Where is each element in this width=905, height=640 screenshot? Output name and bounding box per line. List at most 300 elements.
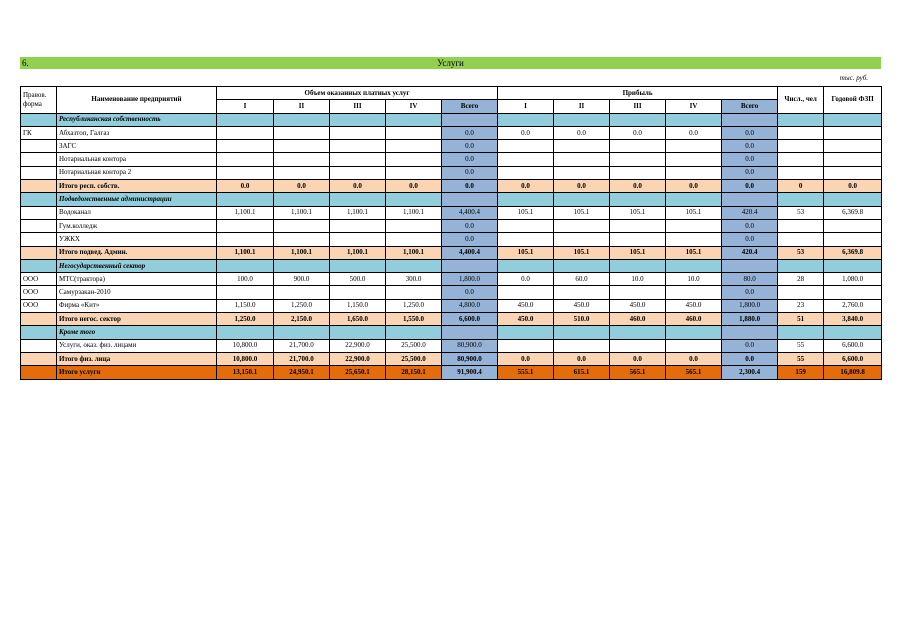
staff-cell: 55 bbox=[778, 339, 824, 352]
table-row bbox=[21, 206, 882, 219]
fzp-cell: 6,369.8 bbox=[824, 246, 882, 259]
volume-cell bbox=[217, 126, 274, 139]
empty-cell bbox=[217, 113, 274, 126]
profit-cell: 565.1 bbox=[610, 366, 666, 379]
profit-cell: 615.1 bbox=[554, 366, 610, 379]
vol-q1-header: I bbox=[217, 100, 274, 113]
profit-q4-header: IV bbox=[666, 100, 722, 113]
volume-cell: 1,100.1 bbox=[217, 206, 274, 219]
fzp-cell bbox=[824, 126, 882, 139]
row-name: Самурзакан-2010 bbox=[57, 286, 217, 299]
profit-cell: 10.0 bbox=[666, 273, 722, 286]
empty-cell bbox=[554, 113, 610, 126]
units-label: тыс. руб. bbox=[839, 74, 868, 82]
profit-cell: 0.0 bbox=[554, 126, 610, 139]
volume-cell: 10,800.0 bbox=[217, 339, 274, 352]
volume-cell bbox=[330, 219, 386, 232]
profit-cell bbox=[554, 140, 610, 153]
table-row bbox=[21, 153, 882, 166]
empty-cell bbox=[824, 326, 882, 339]
profit-cell: 10.0 bbox=[610, 273, 666, 286]
profit-cell bbox=[554, 286, 610, 299]
row-name: Водоканал bbox=[57, 206, 217, 219]
volume-total-cell: 0.0 bbox=[442, 286, 498, 299]
empty-cell bbox=[666, 326, 722, 339]
fzp-cell bbox=[824, 286, 882, 299]
empty-cell bbox=[330, 193, 386, 206]
volume-cell: 1,100.1 bbox=[386, 246, 442, 259]
staff-cell bbox=[778, 286, 824, 299]
profit-cell bbox=[610, 339, 666, 352]
profit-total-cell: 0.0 bbox=[722, 233, 778, 246]
vol-total-header: Всего bbox=[442, 100, 498, 113]
fzp-cell: 3,840.0 bbox=[824, 313, 882, 326]
volume-cell bbox=[386, 153, 442, 166]
profit-q3-header: III bbox=[610, 100, 666, 113]
profit-total-cell: 2,300.4 bbox=[722, 366, 778, 379]
fzp-cell: 6,600.0 bbox=[824, 339, 882, 352]
empty-cell bbox=[330, 259, 386, 272]
form-cell bbox=[21, 113, 57, 126]
table-row bbox=[21, 286, 882, 299]
volume-cell bbox=[217, 233, 274, 246]
table-row bbox=[21, 166, 882, 179]
subtotal-row bbox=[21, 246, 882, 259]
staff-cell bbox=[778, 153, 824, 166]
volume-cell bbox=[217, 286, 274, 299]
profit-cell bbox=[498, 286, 554, 299]
form-cell bbox=[21, 166, 57, 179]
profit-cell: 0.0 bbox=[498, 180, 554, 193]
profit-cell bbox=[498, 153, 554, 166]
staff-cell bbox=[778, 126, 824, 139]
profit-cell bbox=[554, 339, 610, 352]
empty-cell bbox=[386, 326, 442, 339]
volume-total-cell: 91,900.4 bbox=[442, 366, 498, 379]
fzp-cell: 2,760.0 bbox=[824, 299, 882, 312]
profit-cell: 105.1 bbox=[498, 246, 554, 259]
profit-total-cell: 0.0 bbox=[722, 166, 778, 179]
profit-cell: 0.0 bbox=[554, 352, 610, 365]
profit-cell: 0.0 bbox=[610, 126, 666, 139]
profit-cell bbox=[666, 166, 722, 179]
empty-cell bbox=[824, 193, 882, 206]
volume-cell: 1,250.0 bbox=[386, 299, 442, 312]
empty-cell bbox=[666, 193, 722, 206]
form-cell: ООО bbox=[21, 286, 57, 299]
volume-total-cell: 4,800.0 bbox=[442, 299, 498, 312]
volume-total-cell: 80,900.0 bbox=[442, 352, 498, 365]
section-name: Негосударственный сектор bbox=[57, 259, 217, 272]
profit-total-cell: 0.0 bbox=[722, 126, 778, 139]
empty-cell bbox=[274, 113, 330, 126]
empty-cell bbox=[217, 193, 274, 206]
empty-cell bbox=[554, 259, 610, 272]
volume-cell: 1,250.0 bbox=[217, 313, 274, 326]
empty-cell bbox=[274, 193, 330, 206]
volume-total-cell: 0.0 bbox=[442, 219, 498, 232]
volume-total-cell: 0.0 bbox=[442, 153, 498, 166]
empty-cell bbox=[778, 193, 824, 206]
staff-cell: 55 bbox=[778, 352, 824, 365]
empty-cell bbox=[610, 326, 666, 339]
profit-cell bbox=[554, 219, 610, 232]
profit-cell: 0.0 bbox=[498, 352, 554, 365]
form-cell bbox=[21, 180, 57, 193]
profit-cell: 450.0 bbox=[498, 313, 554, 326]
volume-cell: 100.0 bbox=[217, 273, 274, 286]
col-profit-header: Прибыль bbox=[498, 87, 778, 100]
profit-cell: 60.0 bbox=[554, 273, 610, 286]
profit-total-cell: 0.0 bbox=[722, 339, 778, 352]
profit-cell bbox=[498, 339, 554, 352]
volume-cell: 1,100.1 bbox=[274, 246, 330, 259]
volume-cell bbox=[386, 166, 442, 179]
row-name: Фирма «Кит» bbox=[57, 299, 217, 312]
profit-cell: 450.0 bbox=[554, 299, 610, 312]
subtotal-row bbox=[21, 313, 882, 326]
profit-cell bbox=[666, 140, 722, 153]
table-row bbox=[21, 299, 882, 312]
fzp-cell: 16,809.8 bbox=[824, 366, 882, 379]
col-volume-header: Объем оказанных платных услуг bbox=[217, 87, 498, 100]
form-cell bbox=[21, 246, 57, 259]
profit-cell bbox=[498, 219, 554, 232]
row-name: Нотариальная контора 2 bbox=[57, 166, 217, 179]
volume-cell: 1,100.1 bbox=[330, 246, 386, 259]
empty-cell bbox=[778, 326, 824, 339]
volume-cell: 1,100.1 bbox=[217, 246, 274, 259]
profit-cell: 0.0 bbox=[498, 126, 554, 139]
profit-total-cell: 0.0 bbox=[722, 219, 778, 232]
empty-cell bbox=[778, 113, 824, 126]
profit-cell: 0.0 bbox=[666, 180, 722, 193]
profit-cell bbox=[610, 286, 666, 299]
empty-cell bbox=[722, 113, 778, 126]
profit-cell: 510.0 bbox=[554, 313, 610, 326]
profit-cell bbox=[666, 286, 722, 299]
volume-cell bbox=[217, 153, 274, 166]
profit-cell: 450.0 bbox=[610, 299, 666, 312]
services-table bbox=[20, 86, 882, 380]
volume-cell: 500.0 bbox=[330, 273, 386, 286]
volume-cell: 1,100.1 bbox=[330, 206, 386, 219]
table-row bbox=[21, 233, 882, 246]
form-cell: ГК bbox=[21, 126, 57, 139]
fzp-cell: 6,600.0 bbox=[824, 352, 882, 365]
staff-cell bbox=[778, 166, 824, 179]
profit-cell bbox=[666, 233, 722, 246]
profit-cell bbox=[666, 219, 722, 232]
col-name-header: Наименование предприятий bbox=[57, 87, 217, 114]
empty-cell bbox=[722, 193, 778, 206]
profit-cell bbox=[610, 153, 666, 166]
fzp-cell: 6,369.8 bbox=[824, 206, 882, 219]
volume-cell: 1,150.0 bbox=[217, 299, 274, 312]
volume-cell: 21,700.0 bbox=[274, 339, 330, 352]
empty-cell bbox=[442, 326, 498, 339]
volume-cell bbox=[274, 140, 330, 153]
form-cell: ООО bbox=[21, 273, 57, 286]
fzp-cell: 1,080.0 bbox=[824, 273, 882, 286]
volume-cell bbox=[386, 140, 442, 153]
volume-cell: 24,950.1 bbox=[274, 366, 330, 379]
profit-cell: 450.0 bbox=[666, 299, 722, 312]
col-staff-header: Числ., чел bbox=[778, 87, 824, 114]
profit-total-cell: 0.0 bbox=[722, 286, 778, 299]
section-title-bar bbox=[20, 57, 881, 69]
empty-cell bbox=[498, 259, 554, 272]
empty-cell bbox=[498, 193, 554, 206]
empty-cell bbox=[217, 259, 274, 272]
col-fzp-header: Годовой ФЗП bbox=[824, 87, 882, 114]
grand-total-row bbox=[21, 366, 882, 379]
empty-cell bbox=[610, 259, 666, 272]
profit-cell: 0.0 bbox=[610, 180, 666, 193]
volume-cell: 0.0 bbox=[386, 180, 442, 193]
volume-cell bbox=[330, 233, 386, 246]
profit-total-cell: 0.0 bbox=[722, 352, 778, 365]
volume-cell: 22,900.0 bbox=[330, 352, 386, 365]
profit-total-cell: 1,880.0 bbox=[722, 313, 778, 326]
profit-cell: 555.1 bbox=[498, 366, 554, 379]
empty-cell bbox=[386, 259, 442, 272]
fzp-cell: 0.0 bbox=[824, 180, 882, 193]
volume-cell bbox=[217, 166, 274, 179]
col-form-header: Правов. форма bbox=[21, 87, 57, 114]
row-name: ЗАГС bbox=[57, 140, 217, 153]
profit-cell: 0.0 bbox=[610, 352, 666, 365]
row-name: МТС(трактора) bbox=[57, 273, 217, 286]
subtotal-row bbox=[21, 352, 882, 365]
empty-cell bbox=[824, 259, 882, 272]
row-name: Итого услуги bbox=[57, 366, 217, 379]
empty-cell bbox=[610, 113, 666, 126]
row-name: Итого негос. сектор bbox=[57, 313, 217, 326]
volume-cell bbox=[386, 233, 442, 246]
row-name: УЖКХ bbox=[57, 233, 217, 246]
volume-total-cell: 0.0 bbox=[442, 140, 498, 153]
volume-cell bbox=[386, 219, 442, 232]
volume-cell: 1,100.1 bbox=[274, 206, 330, 219]
vol-q2-header: II bbox=[274, 100, 330, 113]
section-row bbox=[21, 113, 882, 126]
table-row bbox=[21, 126, 882, 139]
volume-cell bbox=[217, 219, 274, 232]
vol-q3-header: III bbox=[330, 100, 386, 113]
volume-cell bbox=[330, 126, 386, 139]
volume-cell: 25,500.0 bbox=[386, 339, 442, 352]
section-row bbox=[21, 259, 882, 272]
profit-cell: 105.1 bbox=[554, 206, 610, 219]
profit-cell: 460.0 bbox=[666, 313, 722, 326]
volume-cell bbox=[330, 153, 386, 166]
volume-cell bbox=[330, 166, 386, 179]
fzp-cell bbox=[824, 166, 882, 179]
empty-cell bbox=[274, 259, 330, 272]
empty-cell bbox=[666, 113, 722, 126]
profit-cell: 0.0 bbox=[666, 126, 722, 139]
profit-q2-header: II bbox=[554, 100, 610, 113]
volume-cell: 21,700.0 bbox=[274, 352, 330, 365]
profit-cell bbox=[498, 166, 554, 179]
form-cell bbox=[21, 313, 57, 326]
profit-cell bbox=[610, 233, 666, 246]
profit-cell bbox=[554, 233, 610, 246]
empty-cell bbox=[442, 259, 498, 272]
table-row bbox=[21, 219, 882, 232]
volume-cell: 0.0 bbox=[274, 180, 330, 193]
section-name: Республиканская собственность bbox=[57, 113, 217, 126]
fzp-cell bbox=[824, 140, 882, 153]
section-row bbox=[21, 193, 882, 206]
empty-cell bbox=[610, 193, 666, 206]
profit-total-cell: 420.4 bbox=[722, 246, 778, 259]
empty-cell bbox=[442, 113, 498, 126]
form-cell bbox=[21, 219, 57, 232]
volume-cell bbox=[274, 286, 330, 299]
volume-cell: 22,900.0 bbox=[330, 339, 386, 352]
form-cell: ООО bbox=[21, 299, 57, 312]
empty-cell bbox=[778, 259, 824, 272]
profit-cell: 105.1 bbox=[554, 246, 610, 259]
staff-cell: 51 bbox=[778, 313, 824, 326]
empty-cell bbox=[386, 193, 442, 206]
staff-cell bbox=[778, 140, 824, 153]
volume-total-cell: 4,400.4 bbox=[442, 246, 498, 259]
table-row bbox=[21, 339, 882, 352]
staff-cell bbox=[778, 219, 824, 232]
empty-cell bbox=[330, 113, 386, 126]
form-cell bbox=[21, 153, 57, 166]
profit-cell bbox=[610, 219, 666, 232]
subtotal-row bbox=[21, 180, 882, 193]
volume-total-cell: 0.0 bbox=[442, 166, 498, 179]
empty-cell bbox=[722, 259, 778, 272]
section-row bbox=[21, 326, 882, 339]
form-cell bbox=[21, 259, 57, 272]
profit-cell: 0.0 bbox=[554, 180, 610, 193]
fzp-cell bbox=[824, 219, 882, 232]
volume-cell: 10,800.0 bbox=[217, 352, 274, 365]
row-name: Итого физ. лица bbox=[57, 352, 217, 365]
volume-total-cell: 80,900.0 bbox=[442, 339, 498, 352]
form-cell bbox=[21, 193, 57, 206]
section-number: 6. bbox=[22, 58, 29, 68]
profit-cell: 565.1 bbox=[666, 366, 722, 379]
empty-cell bbox=[274, 326, 330, 339]
volume-cell: 1,650.0 bbox=[330, 313, 386, 326]
empty-cell bbox=[722, 326, 778, 339]
row-name: Итого респ. собств. bbox=[57, 180, 217, 193]
volume-cell bbox=[274, 126, 330, 139]
volume-cell bbox=[274, 166, 330, 179]
empty-cell bbox=[217, 326, 274, 339]
volume-cell bbox=[274, 219, 330, 232]
volume-total-cell: 0.0 bbox=[442, 233, 498, 246]
volume-total-cell: 0.0 bbox=[442, 180, 498, 193]
profit-cell: 105.1 bbox=[610, 246, 666, 259]
volume-cell: 0.0 bbox=[217, 180, 274, 193]
volume-cell: 13,150.1 bbox=[217, 366, 274, 379]
form-cell bbox=[21, 326, 57, 339]
volume-cell bbox=[330, 286, 386, 299]
form-cell bbox=[21, 352, 57, 365]
volume-cell bbox=[217, 140, 274, 153]
row-name: Гум.колледж bbox=[57, 219, 217, 232]
profit-cell: 105.1 bbox=[498, 206, 554, 219]
empty-cell bbox=[554, 193, 610, 206]
profit-cell bbox=[498, 233, 554, 246]
volume-cell bbox=[386, 286, 442, 299]
profit-total-cell: 0.0 bbox=[722, 180, 778, 193]
profit-cell bbox=[610, 166, 666, 179]
staff-cell: 0 bbox=[778, 180, 824, 193]
volume-cell: 1,150.0 bbox=[330, 299, 386, 312]
volume-cell: 1,550.0 bbox=[386, 313, 442, 326]
volume-total-cell: 1,800.0 bbox=[442, 273, 498, 286]
staff-cell: 53 bbox=[778, 246, 824, 259]
section-name: Кроме того bbox=[57, 326, 217, 339]
volume-total-cell: 4,400.4 bbox=[442, 206, 498, 219]
profit-cell: 460.0 bbox=[610, 313, 666, 326]
staff-cell: 23 bbox=[778, 299, 824, 312]
form-cell bbox=[21, 206, 57, 219]
form-cell bbox=[21, 233, 57, 246]
volume-total-cell: 6,600.0 bbox=[442, 313, 498, 326]
section-title: Услуги bbox=[437, 58, 464, 68]
empty-cell bbox=[386, 113, 442, 126]
volume-cell bbox=[386, 126, 442, 139]
empty-cell bbox=[666, 259, 722, 272]
profit-cell: 105.1 bbox=[666, 246, 722, 259]
volume-cell: 1,100.1 bbox=[386, 206, 442, 219]
profit-cell bbox=[498, 140, 554, 153]
section-name: Подведомственные администрации bbox=[57, 193, 217, 206]
row-name: Услуги, оказ. физ. лицами bbox=[57, 339, 217, 352]
profit-total-cell: 0.0 bbox=[722, 140, 778, 153]
profit-cell bbox=[666, 339, 722, 352]
vol-q4-header: IV bbox=[386, 100, 442, 113]
empty-cell bbox=[330, 326, 386, 339]
profit-cell: 0.0 bbox=[666, 352, 722, 365]
profit-cell bbox=[610, 140, 666, 153]
volume-cell: 0.0 bbox=[330, 180, 386, 193]
volume-cell bbox=[330, 140, 386, 153]
profit-total-header: Всего bbox=[722, 100, 778, 113]
profit-cell: 105.1 bbox=[610, 206, 666, 219]
staff-cell: 28 bbox=[778, 273, 824, 286]
empty-cell bbox=[442, 193, 498, 206]
empty-cell bbox=[824, 113, 882, 126]
volume-cell: 2,150.0 bbox=[274, 313, 330, 326]
profit-total-cell: 0.0 bbox=[722, 153, 778, 166]
profit-total-cell: 420.4 bbox=[722, 206, 778, 219]
header-row-1 bbox=[21, 87, 882, 100]
profit-q1-header: I bbox=[498, 100, 554, 113]
profit-cell: 105.1 bbox=[666, 206, 722, 219]
staff-cell: 53 bbox=[778, 206, 824, 219]
profit-cell: 0.0 bbox=[498, 273, 554, 286]
volume-cell: 28,150.1 bbox=[386, 366, 442, 379]
table-row bbox=[21, 273, 882, 286]
profit-cell bbox=[554, 153, 610, 166]
profit-cell bbox=[666, 153, 722, 166]
staff-cell: 159 bbox=[778, 366, 824, 379]
profit-cell bbox=[554, 166, 610, 179]
empty-cell bbox=[498, 326, 554, 339]
volume-cell: 900.0 bbox=[274, 273, 330, 286]
